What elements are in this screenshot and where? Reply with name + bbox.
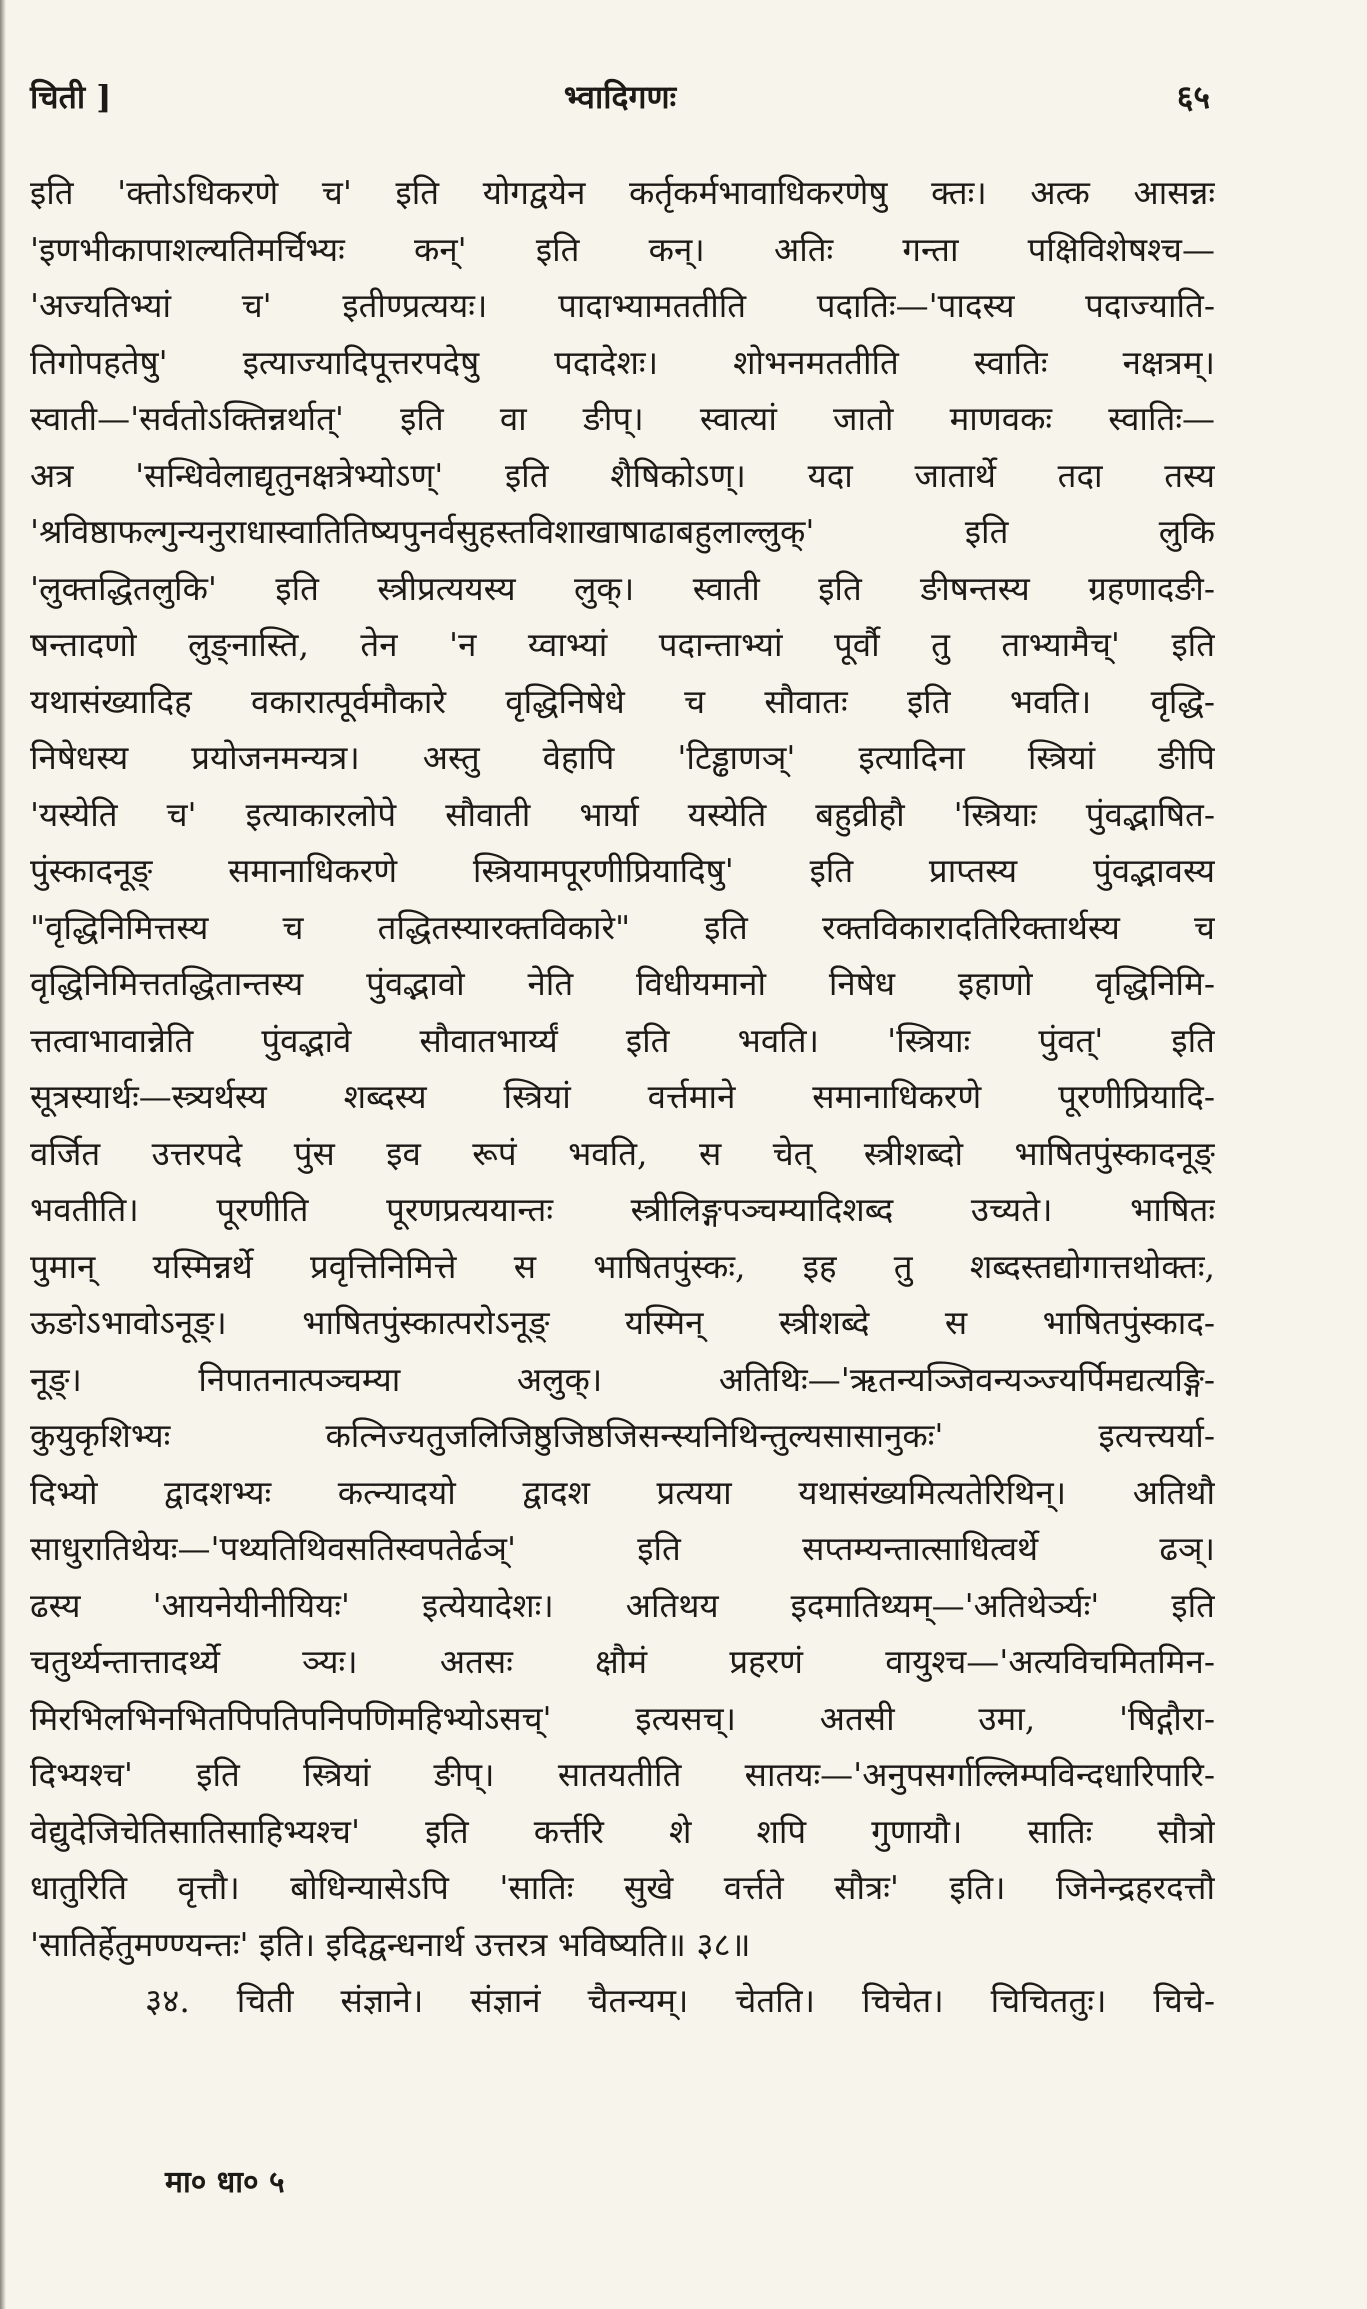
header-section-title: चिती ] <box>30 78 112 116</box>
text-line: वर्जित उत्तरपदे पुंस इव रूपं भवति, स चेत् स्त्रीशब्दो भाषितपुंस्कादनूङ् <box>30 1133 1215 1173</box>
text-line: 'सातिर्हेतुमण्ण्यन्तः' इति। इदिद्वन्धनार्थ उत्तरत्र भविष्यति॥ ३८॥ <box>30 1924 751 1964</box>
running-header <box>30 75 1210 125</box>
binding-shadow <box>0 0 6 2309</box>
text-line: साधुरातिथेयः—'पथ्यतिथिवसतिस्वपतेर्ढञ्' इति सप्तम्यन्तात्साधित्वर्थे ढञ्। <box>30 1529 1215 1568</box>
text-line: दिभ्यो द्वादशभ्यः कत्न्यादयो द्वादश प्रत्यया यथासंख्यमित्यतेरिथिन्। अतिथौ <box>30 1472 1215 1512</box>
text-line: इति 'क्तोऽधिकरणे च' इति योगद्वयेन कर्तृकर्मभावाधिकरणेषु क्तः। अत्क आसन्नः <box>30 173 1215 212</box>
text-line: षन्तादणो लुङ्नास्ति, तेन 'न य्वाभ्यां पदान्ताभ्यां पूर्वौ तु ताभ्यामैच्' इति <box>30 625 1215 664</box>
text-line: त्तत्वाभावान्नेति पुंवद्भावे सौवातभार्य्यं इति भवति। 'स्त्रियाः पुंवत्' इति <box>30 1020 1215 1060</box>
text-line: नूङ्। निपातनात्पञ्चम्या अलुक्। अतिथिः—'ऋतन्यञ्जिवन्यञ्ज्यर्पिमद्यत्यङ्गि- <box>30 1359 1215 1399</box>
text-line: 'यस्येति च' इत्याकारलोपे सौवाती भार्या यस्येति बहुव्रीहौ 'स्त्रियाः पुंवद्भाषित- <box>30 794 1215 834</box>
text-line: ढस्य 'आयनेयीनीयियः' इत्येयादेशः। अतिथय इदमातिथ्यम्—'अतिथेर्ञ्यः' इति <box>30 1585 1215 1625</box>
text-line: "वृद्धिनिमित्तस्य च तद्धितस्यारक्तविकारे" इति रक्तविकारादतिरिक्तार्थस्य च <box>30 907 1215 947</box>
text-line: भवतीति। पूरणीति पूरणप्रत्ययान्तः स्त्रीलिङ्गपञ्चम्यादिशब्द उच्यते। भाषितः <box>30 1190 1215 1229</box>
signature-mark: मा० धा० ५ <box>165 2165 285 2200</box>
text-line: ऊङोऽभावोऽनूङ्। भाषितपुंस्कात्परोऽनूङ् यस्मिन् स्त्रीशब्दे स भाषितपुंस्काद- <box>30 1303 1215 1342</box>
text-line: वृद्धिनिमित्ततद्धितान्तस्य पुंवद्भावो नेति विधीयमानो निषेध इहाणो वृद्धिनिमि- <box>30 964 1215 1003</box>
text-line: स्वाती—'सर्वतोऽक्तिन्नर्थात्' इति वा ङीप्। स्वात्यां जातो माणवकः स्वातिः— <box>30 399 1215 438</box>
text-line: पुंस्कादनूङ् समानाधिकरणे स्त्रियामपूरणीप्रियादिषु' इति प्राप्तस्य पुंवद्भावस्य <box>30 851 1215 890</box>
text-line: यथासंख्यादिह वकारात्पूर्वमौकारे वृद्धिनिषेधे च सौवातः इति भवति। वृद्धि- <box>30 681 1215 721</box>
next-entry-line: ३४. चिती संज्ञाने। संज्ञानं चैतन्यम्। चेतति। चिचेत। चिचिततुः। चिचे- <box>145 1981 1215 2020</box>
text-line: सूत्रस्यार्थः—स्त्र्यर्थस्य शब्दस्य स्त्रियां वर्त्तमाने समानाधिकरणे पूरणीप्रियादि- <box>30 1077 1215 1116</box>
header-chapter-title: भ्वादिगणः <box>563 78 677 116</box>
text-line: मिरभिलभिनभितपिपतिपनिपणिमहिभ्योऽसच्' इत्यसच्। अतसी उमा, 'षिद्गौरा- <box>30 1698 1215 1738</box>
text-line: वेद्युदेजिचेतिसातिसाहिभ्यश्च' इति कर्त्तरि शे शपि गुणायौ। सातिः सौत्रो <box>30 1811 1215 1851</box>
text-line: 'अज्यतिभ्यां च' इतीण्प्रत्ययः। पादाभ्यामततीति पदातिः—'पादस्य पदाज्याति- <box>30 286 1215 325</box>
text-line: निषेधस्य प्रयोजनमन्यत्र। अस्तु वेहापि 'टिड्ढाणञ्' इत्यादिना स्त्रियां ङीपि <box>30 738 1215 777</box>
text-line: दिभ्यश्च' इति स्त्रियां ङीप्। सातयतीति सातयः—'अनुपसर्गाल्लिम्पविन्दधारिपारि- <box>30 1755 1215 1794</box>
text-line: अत्र 'सन्धिवेलाद्यृतुनक्षत्रेभ्योऽण्' इति शैषिकोऽण्। यदा जातार्थे तदा तस्य <box>30 455 1215 495</box>
text-line: 'लुक्तद्धितलुकि' इति स्त्रीप्रत्ययस्य लुक्। स्वाती इति ङीषन्तस्य ग्रहणादङी- <box>30 568 1215 608</box>
page-number: ६५ <box>1176 78 1210 116</box>
text-line: चतुर्थ्यन्तात्तादर्थ्ये ञ्यः। अतसः क्षौमं प्रहरणं वायुश्च—'अत्यविचमितमिन- <box>30 1642 1215 1681</box>
text-line: 'इणभीकापाशल्यतिमर्चिभ्यः कन्' इति कन्। अतिः गन्ता पक्षिविशेषश्च— <box>30 229 1215 269</box>
commentary-text <box>30 165 1215 2030</box>
text-line: तिगोपहतेषु' इत्याज्यादिपूत्तरपदेषु पदादेशः। शोभनमततीति स्वातिः नक्षत्रम्। <box>30 342 1215 382</box>
text-line: कुयुकृशिभ्यः कत्निज्यतुजलिजिष्ठुजिष्ठजिसन्स्यनिथिन्तुल्यसासानुकः' इत्यत्त्यर्या- <box>30 1416 1215 1455</box>
text-line: पुमान् यस्मिन्नर्थे प्रवृत्तिनिमित्ते स भाषितपुंस्कः, इह तु शब्दस्तद्योगात्तथोक्तः, <box>30 1246 1215 1286</box>
text-line: 'श्रविष्ठाफल्गुन्यनुराधास्वातितिष्यपुनर्वसुहस्तविशाखाषाढाबहुलाल्लुक्' इति लुकि <box>30 512 1215 551</box>
text-line: धातुरिति वृत्तौ। बोधिन्यासेऽपि 'सातिः सुखे वर्त्तते सौत्रः' इति। जिनेन्द्रहरदत्तौ <box>30 1868 1215 1907</box>
